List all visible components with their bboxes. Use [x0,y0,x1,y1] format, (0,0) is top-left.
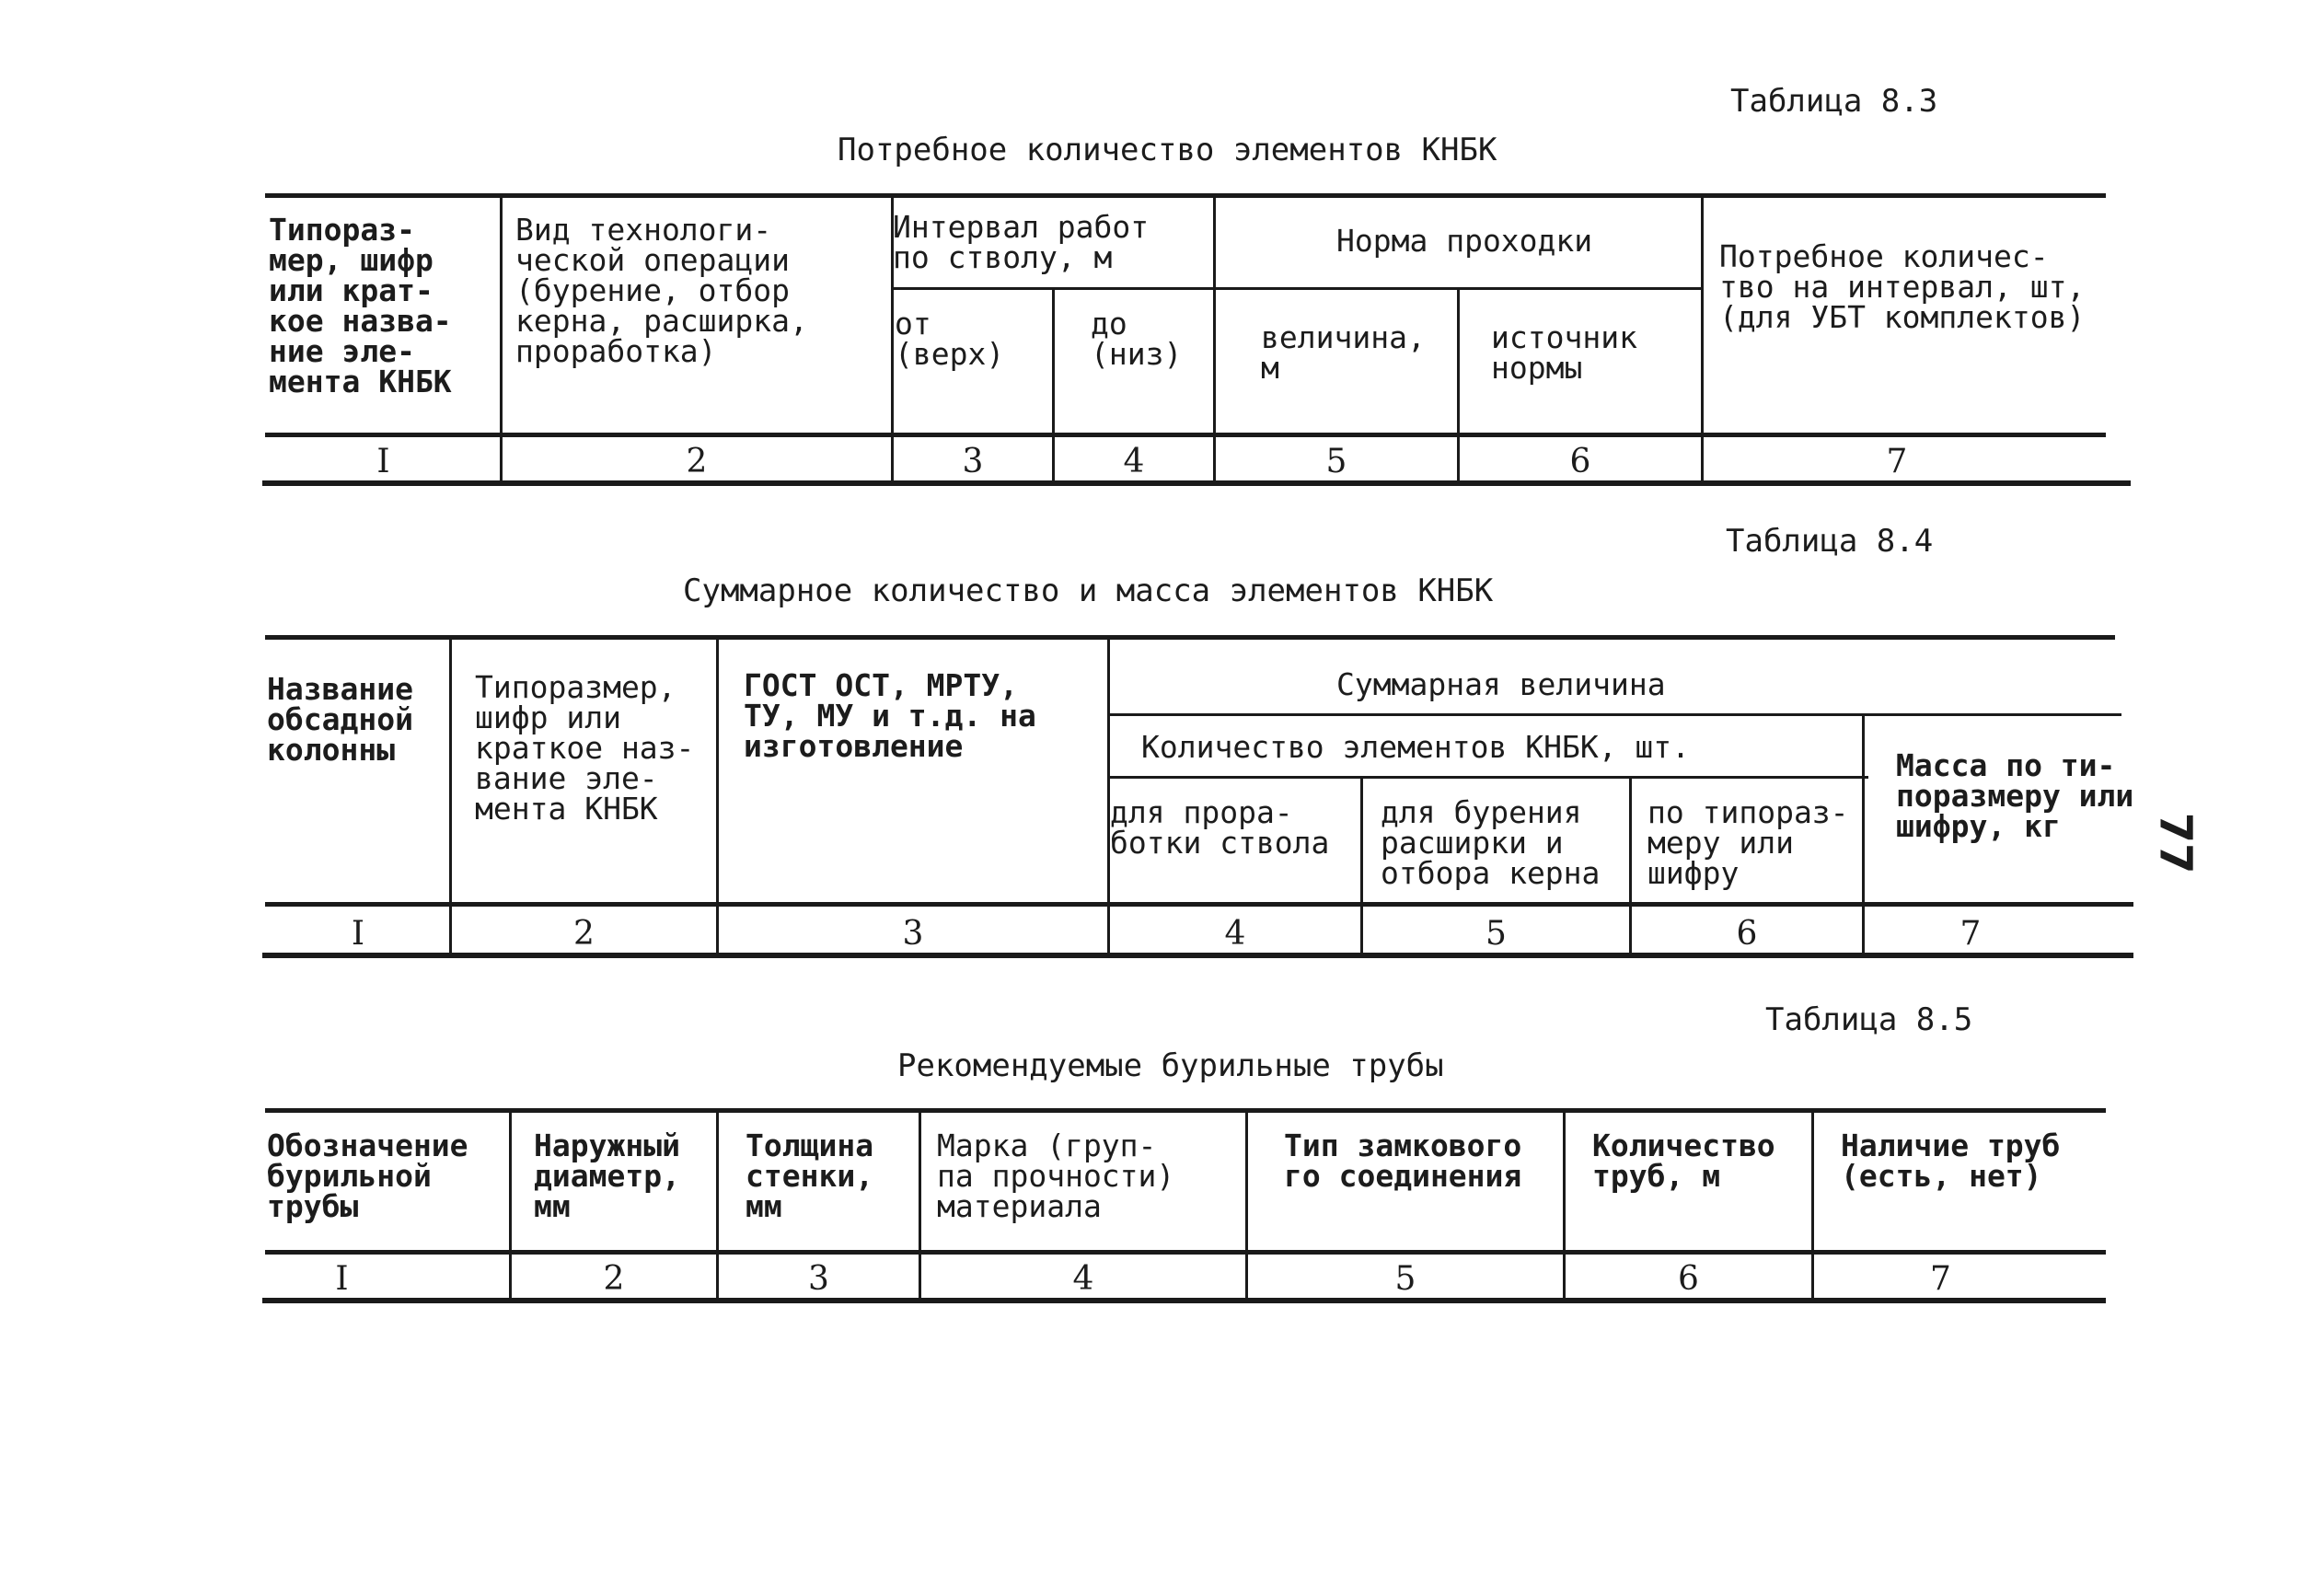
header-norm: Норма проходки [1336,223,1593,259]
header-norm-source: источник нормы [1491,319,1637,386]
header-availability: Наличие труб (есть, нет) [1841,1128,2061,1194]
header-by-typesize: по типораз- меру или шифру [1647,794,1849,891]
column-number: 7 [1930,1260,1951,1298]
header-norm-value: величина, м [1261,319,1426,386]
header-interval: Интервал работ по стволу, м [893,209,1150,275]
column-number: 4 [1072,1260,1094,1298]
header-for-reaming: для прора- ботки ствола [1110,794,1330,861]
column-number: 2 [573,915,595,953]
column-number: I [376,443,390,480]
column-number: 2 [686,443,708,480]
column-number: 7 [1959,915,1982,953]
column-number: I [351,915,365,953]
header-element-typesize: Типоразмер, шифр или краткое наз- вание эле- мента КНБК [475,669,695,827]
header-typesize: Типораз- мер, шифр или крат- кое назва- ние эле- мента КНБК [269,212,452,399]
column-number: 6 [1678,1260,1699,1298]
column-number: 3 [962,443,984,480]
column-number: 4 [1123,443,1145,480]
header-standard: ГОСТ ОСТ, МРТУ, ТУ, МУ и т.д. на изготовление [744,667,1036,764]
column-number: 3 [808,1260,829,1298]
header-joint-type: Тип замкового го соединения [1284,1128,1522,1194]
table-8-4-caption: Таблица 8.4 [1726,523,1934,560]
header-to-bottom: до (низ) [1091,306,1183,372]
header-element-count: Количество элементов КНБК, шт. [1141,729,1691,765]
header-required-qty: Потребное количес- тво на интервал, шт, (для УБТ комплектов) [1719,238,2086,335]
column-number: 5 [1485,915,1507,953]
header-pipe-quantity: Количество труб, м [1592,1128,1775,1194]
header-pipe-designation: Обозначение бурильной трубы [267,1128,468,1224]
header-wall-thickness: Толщина стенки, мм [746,1128,874,1224]
header-operation-type: Вид технологи- ческой операции (бурение, отбор керна, расширка, проработка) [515,212,808,369]
header-for-drilling: для бурения расширки и отбора керна [1381,794,1601,891]
header-total-value: Суммарная величина [1336,666,1666,702]
column-number: 2 [603,1260,625,1298]
table-8-3-title: Потребное количество элементов КНБК [838,132,1497,168]
header-casing-name: Название обсадной колонны [267,671,413,768]
table-8-3-caption: Таблица 8.3 [1730,83,1938,120]
table-8-5-title: Рекомендуемые бурильные трубы [897,1047,1444,1084]
header-mass: Масса по ти- поразмеру или шифру, кг [1896,747,2134,844]
column-number: 7 [1886,443,1908,480]
column-number: 4 [1224,915,1246,953]
header-outer-diameter: Наружный диаметр, мм [534,1128,680,1224]
header-from-top: от (верх) [895,306,1005,372]
column-number: I [335,1260,349,1298]
column-number: 6 [1569,443,1591,480]
column-number: 6 [1736,915,1758,953]
table-8-5-caption: Таблица 8.5 [1765,1001,1973,1038]
column-number: 3 [902,915,924,953]
column-number: 5 [1394,1260,1416,1298]
table-8-4-title: Суммарное количество и масса элементов КНБК [683,572,1494,609]
header-material-grade: Марка (груп- па прочности) материала [937,1128,1175,1224]
page-number: 77 [2149,812,2202,874]
column-number: 5 [1325,443,1347,480]
